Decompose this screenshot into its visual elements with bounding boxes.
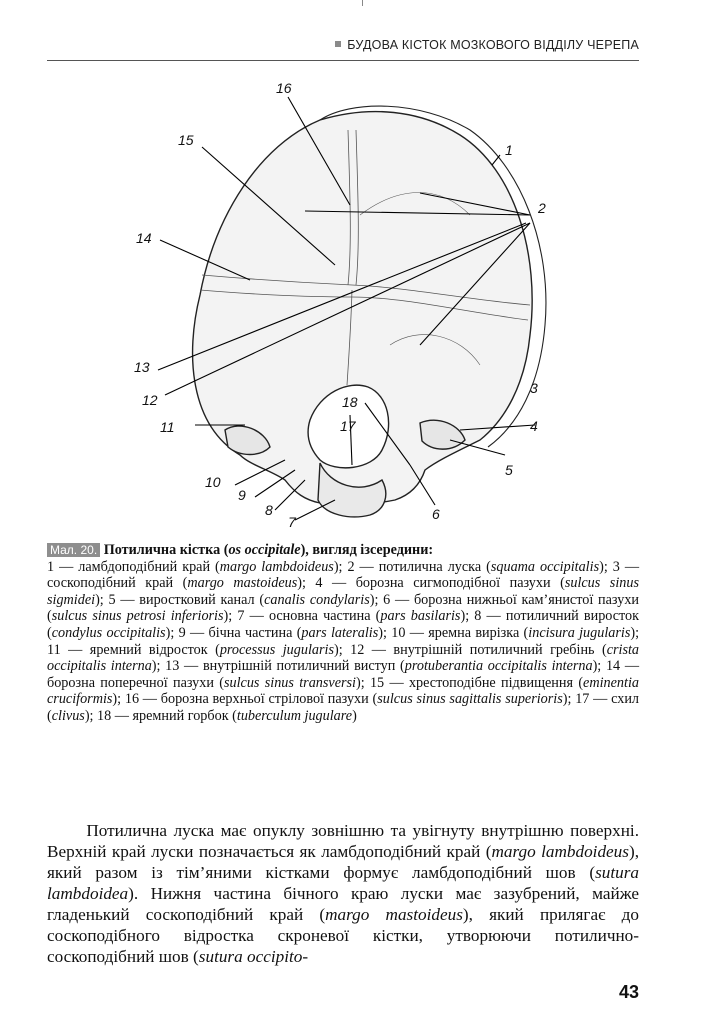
callout-10: 10: [205, 474, 221, 490]
caption-item-term: яремна вирізка: [428, 624, 520, 641]
running-header-title: БУДОВА КІСТОК МОЗКОВОГО ВІДДІЛУ ЧЕРЕПА: [347, 38, 639, 52]
figure-number: Мал. 20.: [47, 543, 100, 557]
running-header: [335, 38, 639, 52]
caption-item-8: 8 — потиличний виросток (condylus occipitalis);: [47, 608, 640, 641]
caption-item-number: 16: [124, 691, 140, 708]
caption-item-number: 10: [391, 624, 406, 641]
caption-item-term: бічна частина: [208, 624, 293, 641]
body-latin-3: margo mastoideus: [325, 905, 463, 924]
caption-item-number: 18: [97, 707, 112, 724]
callout-15: 15: [178, 132, 194, 148]
callout-1: 1: [505, 142, 513, 158]
figure-caption: [47, 542, 639, 725]
caption-item-latin: sulcus sinus transversi: [223, 674, 356, 691]
top-edge-mark: [362, 0, 363, 6]
caption-item-latin: tuberculum jugulare: [236, 707, 353, 724]
caption-item-number: 3: [612, 558, 620, 575]
caption-item-term: ламбдоподібний край: [78, 558, 211, 575]
caption-item-7: 7 — основна частина (pars basilaris);: [237, 608, 475, 625]
callout-5: 5: [505, 462, 513, 478]
callout-8: 8: [265, 502, 273, 518]
caption-item-latin: eminentia cruciformis: [47, 674, 639, 708]
caption-item-term: схил: [611, 691, 639, 708]
body-text-1: Потилична луска має опуклу зовнішню та увігнуту внутрішню поверхні. Верхній край луски позначається як ламбдоподібний край (: [47, 821, 639, 861]
caption-item-term: борозна сигмоподібної пазухи: [355, 575, 551, 592]
callout-7: 7: [288, 514, 296, 530]
caption-item-term: виростковий канал: [139, 591, 255, 608]
caption-item-term: яремний відросток: [89, 641, 208, 658]
caption-item-latin: crista occipitalis interna: [47, 641, 640, 675]
caption-item-9: 9 — бічна частина (pars lateralis);: [178, 624, 392, 641]
callout-13: 13: [134, 359, 150, 375]
caption-item-4: 4 — борозна сигмоподібної пазухи (sulcus sinus sigmidei);: [47, 575, 639, 608]
body-paragraph: [47, 820, 639, 967]
caption-item-5: 5 — виростковий канал (canalis condylaris);: [108, 591, 384, 608]
body-latin-4: sutura occipito-: [198, 947, 309, 966]
callout-3: 3: [530, 380, 538, 396]
caption-item-18: 18 — яремний горбок (tuberculum jugulare): [97, 707, 357, 724]
callout-17: 17: [340, 418, 356, 434]
callout-2: 2: [538, 200, 546, 216]
caption-item-number: 12: [350, 641, 365, 658]
body-text-3: ). Нижня частина бічного краю луски має зазубрений, майже гладенький соскоподібний край (: [47, 884, 639, 924]
caption-item-latin: processus jugularis: [219, 641, 334, 658]
header-square-icon: [335, 41, 341, 47]
caption-item-latin: clivus: [51, 707, 85, 724]
callout-6: 6: [432, 506, 440, 522]
body-latin-2: sutura lambdoidea: [47, 863, 639, 903]
caption-item-number: 17: [575, 691, 590, 708]
caption-item-latin: sulcus sinus petrosi inferioris: [51, 608, 224, 625]
caption-items: [47, 559, 639, 724]
caption-item-number: 14: [605, 658, 621, 675]
caption-item-latin: protuberantia occipitalis interna: [404, 658, 593, 675]
caption-item-2: 2 — потилична луска (squama occipitalis);: [347, 558, 613, 575]
caption-item-12: 12 — внутрішній потиличний гребінь (crista occipitalis interna);: [47, 641, 640, 675]
callout-18: 18: [342, 394, 358, 410]
body-text-4: ), який прилягає до соскоподібного відростка скроневої кістки, утворюючи потилично-соскоподібний шов (: [47, 905, 639, 966]
caption-item-term: хрестоподібне підвищення: [408, 674, 574, 691]
callout-14: 14: [136, 230, 152, 246]
caption-item-term: яремний горбок: [132, 707, 229, 724]
figure-title-latin: os occipitale: [228, 542, 301, 558]
callout-4: 4: [530, 418, 538, 434]
caption-item-latin: condylus occipitalis: [51, 624, 166, 641]
caption-item-latin: incisura jugularis: [528, 624, 631, 641]
caption-item-1: 1 — ламбдоподібний край (margo lambdoideus);: [47, 558, 348, 575]
caption-item-10: 10 — яремна вирізка (incisura jugularis);: [391, 624, 640, 641]
callout-16: 16: [276, 80, 292, 96]
caption-item-number: 1: [47, 558, 55, 575]
caption-item-term: борозна нижньої кам’янистої пазухи: [413, 591, 640, 608]
callout-11: 11: [160, 419, 175, 435]
caption-item-11: 11 — яремний відросток (processus jugularis);: [47, 641, 351, 658]
caption-item-latin: margo mastoideus: [187, 575, 298, 592]
caption-item-number: 11: [47, 641, 61, 658]
header-rule: [47, 60, 639, 61]
caption-item-latin: canalis condylaris: [264, 591, 370, 608]
caption-item-3: 3 — соскоподібний край (margo mastoideus);: [47, 558, 640, 592]
caption-item-latin: pars basilaris: [380, 608, 461, 625]
caption-item-6: 6 — борозна нижньої кам’янистої пазухи (sulcus sinus petrosi inferioris);: [47, 591, 640, 625]
caption-item-term: основна частина: [268, 608, 371, 625]
page-number: 43: [618, 982, 639, 1002]
caption-item-latin: sulcus sinus sigmidei: [47, 575, 639, 608]
caption-item-number: 8: [474, 608, 482, 625]
caption-item-latin: pars lateralis: [301, 624, 379, 641]
caption-item-number: 13: [165, 658, 180, 675]
caption-item-latin: squama occipitalis: [490, 558, 600, 575]
caption-item-term: борозна поперечної пазухи: [47, 674, 214, 691]
caption-item-14: 14 — борозна поперечної пазухи (sulcus sinus transversi);: [47, 658, 640, 691]
figure-title-text: Потилична кістка (: [103, 542, 229, 558]
callout-12: 12: [142, 392, 158, 408]
caption-item-16: 16 — борозна верхньої стрілової пазухи (sulcus sinus sagittalis superioris);: [124, 691, 576, 708]
figure-title: [104, 542, 433, 558]
caption-item-number: 15: [369, 674, 385, 691]
caption-item-number: 4: [315, 575, 323, 592]
caption-item-13: 13 — внутрішній потиличний виступ (protuberantia occipitalis interna);: [165, 658, 606, 675]
figure-title-end: ), вигляд ізсередини:: [300, 542, 434, 558]
caption-item-17: 17 — схил (clivus);: [47, 691, 639, 724]
body-latin-1: margo lambdoideus: [491, 842, 629, 861]
caption-item-number: 9: [178, 624, 186, 641]
caption-item-term: внутрішній потиличний гребінь: [393, 641, 595, 658]
caption-item-number: 7: [237, 608, 245, 625]
body-text-2: ), який разом із тім’яними кістками формує ламбдоподібний шов (: [47, 842, 639, 882]
caption-item-term: борозна верхньої стрілової пазухи: [160, 691, 369, 708]
caption-item-15: 15 — хрестоподібне підвищення (eminentia cruciformis);: [47, 674, 639, 708]
bone-drawing: [193, 106, 546, 517]
caption-item-number: 2: [347, 558, 355, 575]
caption-item-term: потилична луска: [378, 558, 482, 575]
caption-item-term: потиличний виросток: [505, 608, 640, 625]
callout-9: 9: [238, 487, 246, 503]
caption-item-term: внутрішній потиличний виступ: [202, 658, 396, 675]
occipital-bone-illustration: [120, 75, 570, 535]
caption-item-latin: sulcus sinus sagittalis superioris: [377, 691, 563, 708]
caption-item-number: 6: [383, 591, 391, 608]
caption-item-term: соскоподібний край: [47, 575, 174, 592]
caption-item-number: 5: [108, 591, 116, 608]
caption-item-latin: margo lambdoideus: [219, 558, 334, 575]
